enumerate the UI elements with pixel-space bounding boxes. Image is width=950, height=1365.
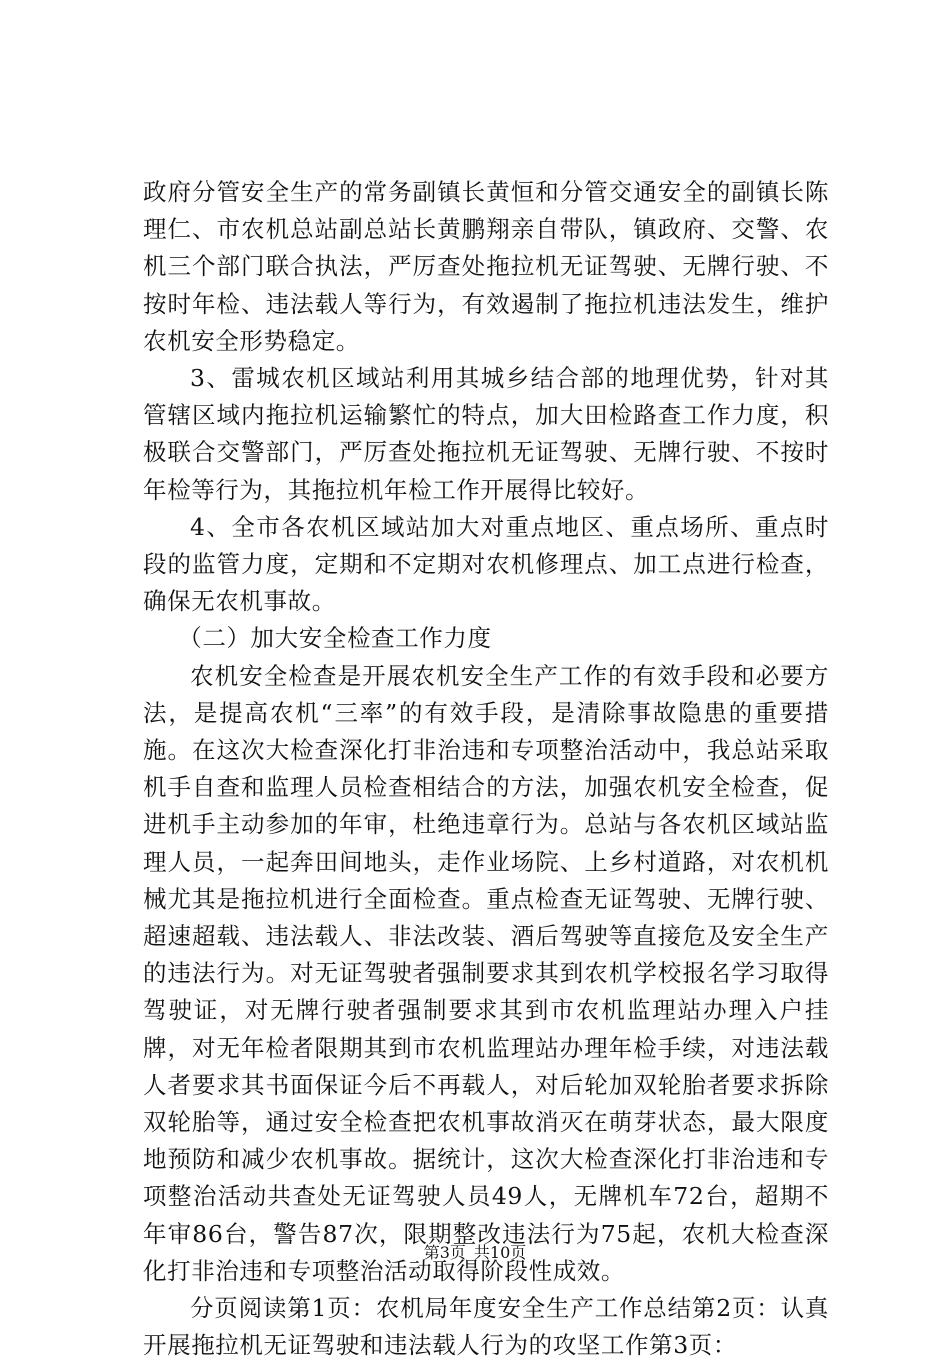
pagination-reading-links: 分页阅读第1页：农机局年度安全生产工作总结第2页：认真开展拖拉机无证驾驶和违法载人行为的攻坚工作第3页： xyxy=(143,1294,829,1360)
paragraph-safety-inspection: 农机安全检查是开展农机安全生产工作的有效手段和必要方法，是提高农机“三率”的有效手段，是清除事故隐患的重要措施。在这次大检查深化打非治违和专项整治活动中，我总站采取机手自查和监理人员检查相结合的方法，加强农机安全检查，促进机手主动参加的年审，杜绝违章行为。总站与各农机区域站监理人员，一起奔田间地头，走作业场院、上乡村道路，对农机机械尤其是拖拉机进行全面检查。重点检查无证驾驶、无牌行驶、超速超载、违法载人、非法改装、酒后驾驶等直接危及安全生产的违法行为。对无证驾驶者强制要求其到农机学校报名学习取得驾驶证，对无牌行驶者强制要求其到市农机监理站办理入户挂牌，对无年检者限期其到市农机监理站办理年检手续，对违法载人者要求其书面保证今后不再载人，对后轮加双轮胎者要求拆除双轮胎等，通过安全检查把农机事故消灭在萌芽状态，最大限度地预防和减少农机事故。据统计，这次大检查深化打非治违和专项整治活动共查处无证驾驶人员49人，无牌机车72台，超期不年审86台，警告87次，限期整改违法行为75起，农机大检查深化打非治违和专项整治活动取得阶段性成效。 xyxy=(143,661,829,1285)
document-body xyxy=(143,174,829,1365)
page-footer xyxy=(0,1243,950,1263)
page-total: 共10页 xyxy=(473,1243,527,1262)
paragraph-item-4: 4、全市各农机区域站加大对重点地区、重点场所、重点时段的监管力度，定期和不定期对农机修理点、加工点进行检查，确保无农机事故。 xyxy=(143,512,829,616)
paragraph-continuation: 政府分管安全生产的常务副镇长黄恒和分管交通安全的副镇长陈理仁、市农机总站副总站长黄鹏翔亲自带队，镇政府、交警、农机三个部门联合执法，严厉查处拖拉机无证驾驶、无牌行驶、不按时年检、违法载人等行为，有效遏制了拖拉机违法发生，维护农机安全形势稳定。 xyxy=(143,178,829,355)
page-number: 第3页 xyxy=(423,1243,466,1262)
section-heading: （二）加大安全检查工作力度 xyxy=(178,624,492,653)
paragraph-item-3: 3、雷城农机区域站利用其城乡结合部的地理优势，针对其管辖区域内拖拉机运输繁忙的特点，加大田检路查工作力度，积极联合交警部门，严厉查处拖拉机无证驾驶、无牌行驶、不按时年检等行为，其拖拉机年检工作开展得比较好。 xyxy=(143,364,829,504)
